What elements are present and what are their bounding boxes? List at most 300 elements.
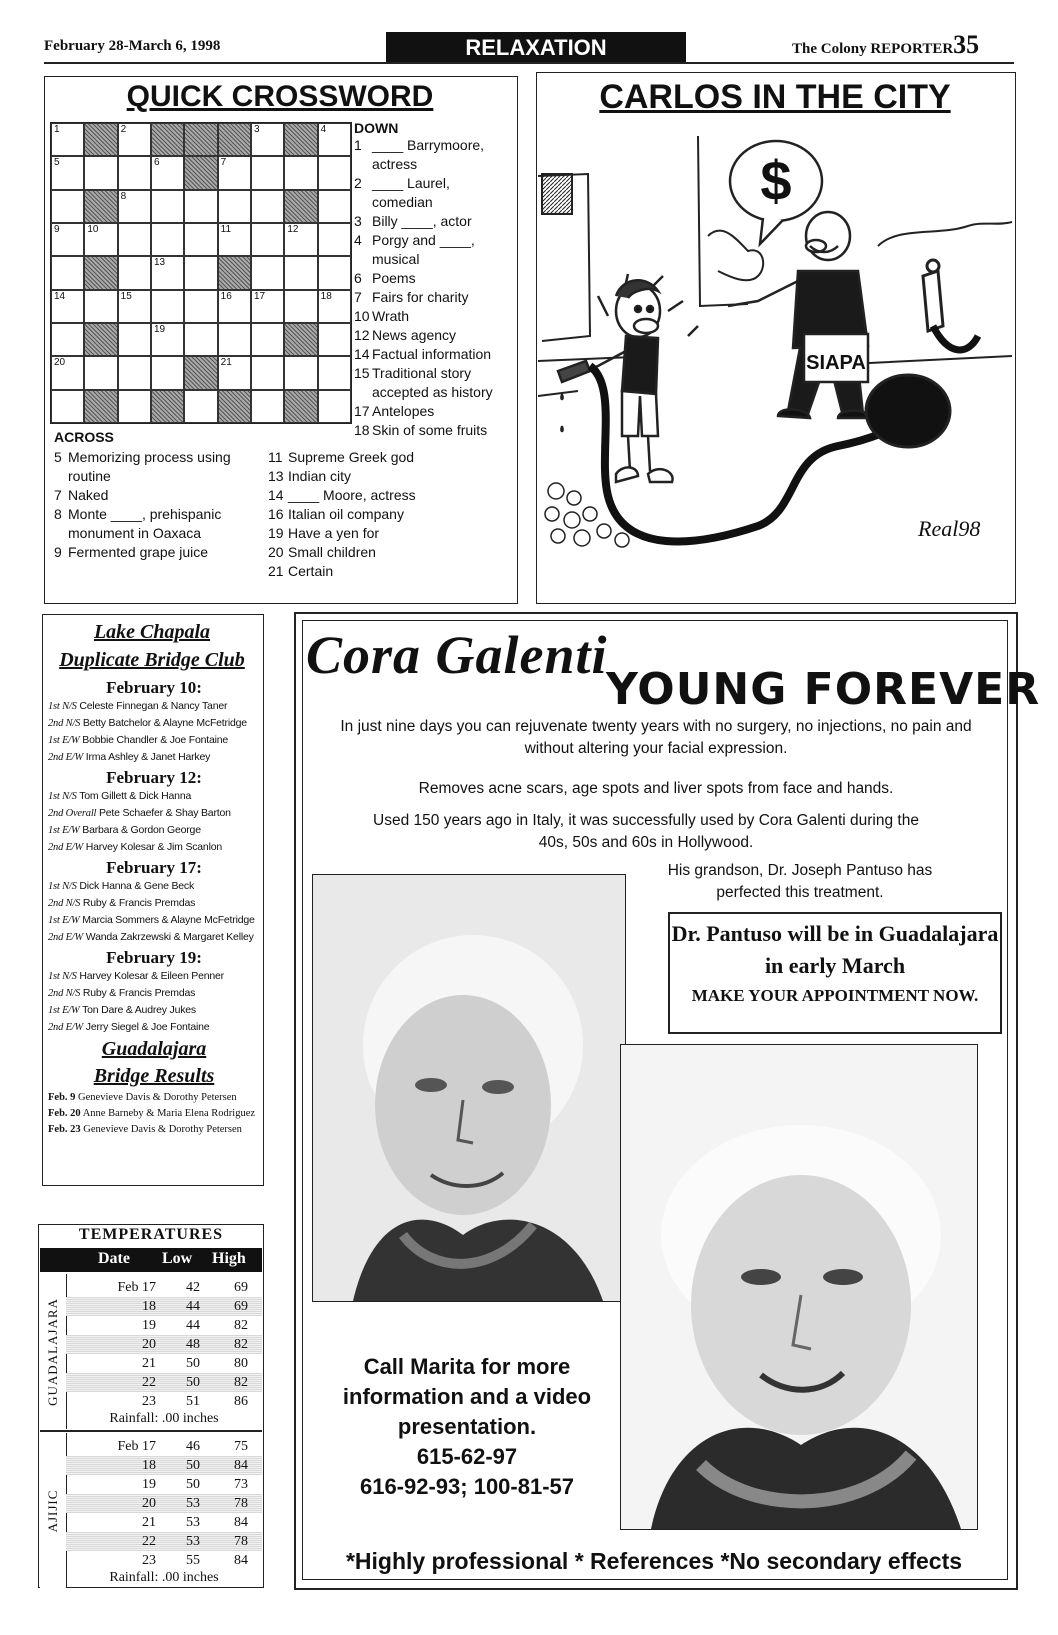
clue-text: Italian oil company <box>288 506 404 522</box>
down-clue <box>354 364 514 402</box>
grid-cell[interactable] <box>151 190 184 223</box>
result-position: 1st E/W <box>48 1005 80 1016</box>
grid-cell[interactable] <box>51 123 84 156</box>
result-line <box>48 929 260 946</box>
grid-cell[interactable] <box>118 223 151 256</box>
grid-cell[interactable] <box>118 156 151 189</box>
clue-number: 14 <box>268 487 284 503</box>
temp-high: 78 <box>234 1496 248 1511</box>
grid-cell-black <box>84 323 117 356</box>
result-position: 2nd N/S <box>48 898 81 909</box>
clue-number: 20 <box>268 544 284 560</box>
result-position: 1st E/W <box>48 825 80 836</box>
cartoon-title: CARLOS IN THE CITY <box>599 78 951 116</box>
temp-low: 53 <box>186 1534 200 1549</box>
grid-cell[interactable] <box>318 123 351 156</box>
cell-number: 20 <box>54 357 66 369</box>
rainfall: Rainfall: .00 inches <box>109 1411 219 1426</box>
temp-date: 21 <box>142 1356 156 1371</box>
result-names: Wanda Zakrzewski & Margaret Kelley <box>85 931 254 943</box>
temp-date: 19 <box>142 1318 156 1333</box>
grid-cell[interactable] <box>318 356 351 389</box>
ad-paragraph-1: In just nine days you can rejuvenate twenty years with no surgery, no injections, no pain and without altering your facial expression. <box>340 718 972 757</box>
ad-paragraph-2: Removes acne scars, age spots and liver spots from face and hands. <box>418 780 894 797</box>
clue-text: Small children <box>288 544 376 560</box>
cartoon-illustration <box>538 126 1012 598</box>
grid-cell[interactable] <box>318 390 351 423</box>
clue-text: Certain <box>288 563 334 579</box>
grid-cell[interactable] <box>184 390 217 423</box>
temp-date: 22 <box>142 1375 156 1390</box>
grid-cell[interactable] <box>118 323 151 356</box>
ad-phone-2: 616-92-93; 100-81-57 <box>359 1474 575 1499</box>
temp-high: 82 <box>234 1375 248 1390</box>
bridge-title-line2: Duplicate Bridge Club <box>59 649 245 671</box>
bridge-title <box>42 618 262 674</box>
clue-text: Indian city <box>288 468 352 484</box>
across-clue <box>268 562 498 581</box>
result-line <box>48 1002 260 1019</box>
result-position: 1st N/S <box>48 701 77 712</box>
across-clue <box>54 486 264 505</box>
clue-number: 13 <box>268 468 284 484</box>
clue-number: 7 <box>54 487 62 503</box>
result-names: Pete Schaefer & Shay Barton <box>98 807 231 819</box>
appointment-text: Dr. Pantuso will be in Guadalajara in early March <box>671 921 999 978</box>
grid-cell[interactable] <box>84 223 117 256</box>
header-low: Low <box>162 1250 193 1267</box>
temp-date: 21 <box>142 1515 156 1530</box>
clue-number: 7 <box>354 289 362 305</box>
grid-cell[interactable] <box>218 190 251 223</box>
gdl-result-date: Feb. 9 <box>48 1092 76 1103</box>
grid-cell[interactable] <box>151 223 184 256</box>
session-date: February 10: <box>106 678 202 697</box>
clue-text: Billy ____, actor <box>372 213 472 229</box>
grid-cell[interactable] <box>151 156 184 189</box>
result-names: Tom Gillett & Dick Hanna <box>79 790 192 802</box>
grid-cell-black <box>151 390 184 423</box>
grid-cell[interactable] <box>318 223 351 256</box>
grid-cell[interactable] <box>51 290 84 323</box>
appointment-box <box>668 912 1002 1034</box>
result-line <box>48 822 260 839</box>
grid-cell[interactable] <box>51 223 84 256</box>
cell-number: 4 <box>320 124 327 135</box>
temp-low: 50 <box>186 1375 200 1390</box>
gdl-result-date: Feb. 23 <box>48 1124 81 1135</box>
grid-cell[interactable] <box>118 390 151 423</box>
crossword-title: QUICK CROSSWORD <box>126 80 434 113</box>
ad-paragraph-3: Used 150 years ago in Italy, it was successfully used by Cora Galenti during the 40s, 50s and 60s in Hollywood. <box>373 812 919 851</box>
result-position: 2nd N/S <box>48 718 81 729</box>
down-clue <box>354 421 514 440</box>
grid-cell[interactable] <box>251 390 284 423</box>
grid-cell[interactable] <box>184 256 217 289</box>
grid-cell-black <box>84 123 117 156</box>
temp-date: 20 <box>142 1496 156 1511</box>
clue-text: Poems <box>372 270 416 286</box>
down-clue <box>354 326 514 345</box>
temperature-row <box>66 1532 262 1551</box>
clue-number: 16 <box>268 506 284 522</box>
clue-text: ____ Barrymoore, actress <box>372 137 485 172</box>
grid-cell[interactable] <box>251 223 284 256</box>
temperatures-header <box>40 1248 262 1272</box>
clue-number: 12 <box>354 327 370 343</box>
across-clue <box>54 543 264 562</box>
temp-low: 44 <box>186 1318 200 1333</box>
grid-cell-black <box>284 123 317 156</box>
temp-low: 46 <box>186 1439 200 1454</box>
temp-date: 22 <box>142 1534 156 1549</box>
grid-cell-black <box>184 156 217 189</box>
result-names: Harvey Kolesar & Eileen Penner <box>79 970 224 982</box>
temp-date: Feb 17 <box>117 1280 156 1295</box>
temp-low: 50 <box>186 1477 200 1492</box>
clue-text: Skin of some fruits <box>372 422 488 438</box>
across-clue <box>54 448 264 486</box>
temperature-row <box>66 1297 262 1316</box>
result-names: Dick Hanna & Gene Beck <box>79 880 195 892</box>
grid-cell[interactable] <box>84 290 117 323</box>
cell-number: 10 <box>87 223 99 235</box>
clue-text: Porgy and ____, musical <box>372 232 475 267</box>
header-high: High <box>212 1250 246 1267</box>
result-line <box>48 878 260 895</box>
grid-cell-black <box>84 190 117 223</box>
header-rule <box>44 62 1014 64</box>
grid-cell[interactable] <box>251 123 284 156</box>
temp-low: 53 <box>186 1496 200 1511</box>
result-position: 2nd E/W <box>48 1022 84 1033</box>
issue-date: February 28-March 6, 1998 <box>44 38 221 54</box>
temp-date: 18 <box>142 1458 156 1473</box>
clue-text: Fairs for charity <box>372 289 469 305</box>
result-position: 2nd E/W <box>48 932 84 943</box>
gdl-result-line <box>48 1106 260 1122</box>
clue-number: 9 <box>54 544 62 560</box>
clue-text: Memorizing process using routine <box>68 449 231 484</box>
cell-number: 16 <box>220 290 232 302</box>
grid-cell[interactable] <box>118 290 151 323</box>
temperature-row <box>66 1335 262 1354</box>
across-clue <box>54 505 264 543</box>
temp-low: 44 <box>186 1299 200 1314</box>
temp-low: 55 <box>186 1553 200 1568</box>
result-names: Bobbie Chandler & Joe Fontaine <box>82 734 229 746</box>
across-clues-left <box>54 448 264 562</box>
location-divider <box>40 1430 262 1432</box>
temp-high: 84 <box>234 1458 248 1473</box>
cell-number: 8 <box>120 190 127 202</box>
across-clue <box>268 448 498 467</box>
temp-low: 48 <box>186 1337 200 1352</box>
across-clues-right <box>268 448 498 581</box>
section-banner: RELAXATION <box>386 32 686 64</box>
down-clue <box>354 402 514 421</box>
result-line <box>48 715 260 732</box>
temp-date: 19 <box>142 1477 156 1492</box>
result-line <box>48 788 260 805</box>
temp-high: 82 <box>234 1318 248 1333</box>
grid-cell[interactable] <box>251 190 284 223</box>
clue-text: Have a yen for <box>288 525 380 541</box>
temp-high: 84 <box>234 1553 248 1568</box>
gdl-result-date: Feb. 20 <box>48 1108 81 1119</box>
across-clue <box>268 505 498 524</box>
cell-number: 5 <box>54 157 60 169</box>
gdl-title-line2: Bridge Results <box>93 1065 215 1087</box>
cell-number: 1 <box>54 124 60 135</box>
clue-text: Monte ____, prehispanic monument in Oaxaca <box>68 506 222 541</box>
across-clue <box>268 486 498 505</box>
temp-low: 50 <box>186 1458 200 1473</box>
temp-date: 20 <box>142 1337 156 1352</box>
clue-number: 11 <box>268 449 283 465</box>
cell-number: 21 <box>220 357 232 369</box>
result-names: Harvey Kolesar & Jim Scanlon <box>85 841 222 853</box>
clue-number: 15 <box>354 365 370 381</box>
temp-high: 78 <box>234 1534 248 1549</box>
result-position: 1st E/W <box>48 915 80 926</box>
clue-number: 18 <box>354 422 370 438</box>
grid-cell[interactable] <box>284 290 317 323</box>
cell-number: 19 <box>153 323 166 335</box>
grid-cell[interactable] <box>218 323 251 356</box>
temp-date: 18 <box>142 1299 156 1314</box>
gdl-result-line <box>48 1122 260 1138</box>
grid-cell[interactable] <box>84 156 117 189</box>
down-clue <box>354 288 514 307</box>
temp-high: 69 <box>234 1280 248 1295</box>
down-clue <box>354 212 514 231</box>
result-names: Jerry Siegel & Joe Fontaine <box>85 1021 210 1033</box>
grid-cell[interactable] <box>51 256 84 289</box>
gdl-result-names: Anne Barneby & Maria Elena Rodriguez <box>82 1108 256 1119</box>
clue-number: 8 <box>54 506 62 522</box>
down-heading: DOWN <box>354 120 399 136</box>
clue-number: 21 <box>268 563 284 579</box>
clue-text: Traditional story accepted as history <box>372 365 493 400</box>
session-date: February 17: <box>106 858 202 877</box>
grid-cell[interactable] <box>118 190 151 223</box>
temperature-row <box>66 1316 262 1335</box>
rainfall: Rainfall: .00 inches <box>109 1570 219 1585</box>
result-line <box>48 698 260 715</box>
result-position: 1st N/S <box>48 881 77 892</box>
ad-call-text: Call Marita for more information and a video presentation. <box>342 1354 592 1439</box>
result-line <box>48 839 260 856</box>
publication-name <box>792 30 979 60</box>
temperature-row <box>66 1475 262 1494</box>
ad-contact <box>312 1352 622 1502</box>
grid-cell[interactable] <box>284 156 317 189</box>
temp-high: 82 <box>234 1337 248 1352</box>
ad-paragraph-4: His grandson, Dr. Joseph Pantuso has perfected this treatment. <box>667 862 933 901</box>
header-date: Date <box>98 1250 130 1267</box>
result-position: 1st N/S <box>48 791 77 802</box>
result-line <box>48 968 260 985</box>
gdl-title-line1: Guadalajara <box>101 1038 207 1060</box>
clue-number: 1 <box>354 137 362 153</box>
across-clue <box>268 543 498 562</box>
clue-text: ____ Laurel, comedian <box>372 175 450 210</box>
result-position: 2nd N/S <box>48 988 81 999</box>
temp-low: 53 <box>186 1515 200 1530</box>
result-names: Betty Batchelor & Alayne McFetridge <box>82 717 247 729</box>
grid-cell-black <box>84 256 117 289</box>
temperature-row <box>66 1456 262 1475</box>
cell-number: 11 <box>220 223 232 235</box>
temperature-row <box>66 1392 262 1411</box>
result-line <box>48 912 260 929</box>
grid-cell-black <box>184 123 217 156</box>
grid-cell[interactable] <box>218 356 251 389</box>
clue-text: Antelopes <box>372 403 435 419</box>
grid-cell[interactable] <box>218 156 251 189</box>
result-line <box>48 985 260 1002</box>
clue-number: 14 <box>354 346 370 362</box>
grid-cell[interactable] <box>51 190 84 223</box>
grid-cell[interactable] <box>84 356 117 389</box>
temp-date: Feb 17 <box>117 1439 156 1454</box>
appointment-cta: MAKE YOUR APPOINTMENT NOW. <box>691 986 979 1005</box>
grid-cell[interactable] <box>251 156 284 189</box>
grid-cell[interactable] <box>51 390 84 423</box>
grid-cell[interactable] <box>318 323 351 356</box>
grid-cell-black <box>284 323 317 356</box>
grid-cell[interactable] <box>284 356 317 389</box>
clue-text: Factual information <box>372 346 492 362</box>
result-names: Ruby & Francis Premdas <box>82 987 196 999</box>
temperature-row <box>66 1437 262 1456</box>
grid-cell[interactable] <box>51 156 84 189</box>
down-clue <box>354 174 514 212</box>
down-clue <box>354 307 514 326</box>
temp-high: 69 <box>234 1299 248 1314</box>
speech-dollar: $ <box>760 149 792 212</box>
gdl-result-line <box>48 1090 260 1106</box>
grid-cell-black <box>284 190 317 223</box>
grid-cell[interactable] <box>318 290 351 323</box>
temperature-row <box>66 1494 262 1513</box>
cartoon-signature: Real98 <box>918 516 981 541</box>
clue-text: Naked <box>68 487 109 503</box>
bridge-title-line1: Lake Chapala <box>93 621 211 643</box>
grid-cell[interactable] <box>284 256 317 289</box>
page-number: 35 <box>953 30 980 59</box>
grid-cell[interactable] <box>184 323 217 356</box>
clue-number: 19 <box>268 525 284 541</box>
result-position: 2nd E/W <box>48 752 84 763</box>
result-line <box>48 749 260 766</box>
grid-cell[interactable] <box>251 256 284 289</box>
temp-high: 84 <box>234 1515 248 1530</box>
cell-number: 17 <box>253 290 266 302</box>
result-position: 1st N/S <box>48 971 77 982</box>
grid-cell[interactable] <box>184 290 217 323</box>
result-names: Irma Ashley & Janet Harkey <box>85 751 211 763</box>
grid-cell[interactable] <box>318 256 351 289</box>
temp-high: 73 <box>234 1477 248 1492</box>
clue-number: 3 <box>354 213 362 229</box>
grid-cell-black <box>284 390 317 423</box>
grid-cell[interactable] <box>118 356 151 389</box>
cell-number: 6 <box>153 157 160 169</box>
ad-headline: YOUNG FOREVER <box>606 664 1041 715</box>
grid-cell[interactable] <box>251 323 284 356</box>
grid-cell[interactable] <box>118 256 151 289</box>
result-line <box>48 805 260 822</box>
temp-low: 51 <box>186 1394 200 1409</box>
result-position: 2nd E/W <box>48 842 84 853</box>
clue-text: ____ Moore, actress <box>288 487 416 503</box>
temperature-row <box>66 1373 262 1392</box>
clue-number: 17 <box>354 403 370 419</box>
grid-cell[interactable] <box>184 223 217 256</box>
grid-cell-black <box>184 356 217 389</box>
location-label <box>40 1433 67 1588</box>
publication-title: The Colony REPORTER <box>792 41 954 57</box>
temp-low: 42 <box>186 1280 200 1295</box>
grid-cell[interactable] <box>151 290 184 323</box>
cell-number: 13 <box>153 257 166 269</box>
result-names: Ton Dare & Audrey Jukes <box>82 1004 196 1016</box>
clue-number: 10 <box>354 308 370 324</box>
temp-high: 86 <box>234 1394 248 1409</box>
location-name: AJIJIC <box>45 1489 60 1532</box>
temp-high: 75 <box>234 1439 248 1454</box>
cell-number: 7 <box>220 157 227 169</box>
bridge-results <box>48 676 260 1138</box>
grid-cell[interactable] <box>251 290 284 323</box>
grid-cell[interactable] <box>318 156 351 189</box>
location-label <box>40 1274 67 1429</box>
temperature-row <box>66 1551 262 1570</box>
cell-number: 9 <box>54 223 60 235</box>
grid-cell[interactable] <box>51 356 84 389</box>
session-date: February 12: <box>106 768 202 787</box>
grid-cell[interactable] <box>218 223 251 256</box>
grid-cell[interactable] <box>51 323 84 356</box>
grid-cell[interactable] <box>218 290 251 323</box>
temperatures-title: TEMPERATURES <box>78 1226 224 1243</box>
grid-cell[interactable] <box>151 256 184 289</box>
cell-number: 18 <box>320 290 332 302</box>
temperature-row <box>66 1354 262 1373</box>
cell-number: 14 <box>54 290 66 302</box>
portrait-photo-elderly <box>312 874 626 1302</box>
grid-cell[interactable] <box>118 123 151 156</box>
grid-cell[interactable] <box>318 190 351 223</box>
down-clue <box>354 269 514 288</box>
clue-text: Fermented grape juice <box>68 544 209 560</box>
down-clues <box>354 120 514 440</box>
grid-cell[interactable] <box>284 223 317 256</box>
result-names: Ruby & Francis Premdas <box>82 897 196 909</box>
grid-cell[interactable] <box>151 323 184 356</box>
briefcase-label: SIAPA <box>806 352 866 374</box>
across-clue <box>268 524 498 543</box>
grid-cell[interactable] <box>151 356 184 389</box>
grid-cell[interactable] <box>184 190 217 223</box>
down-clue <box>354 136 514 174</box>
across-heading: ACROSS <box>54 429 114 445</box>
grid-cell[interactable] <box>251 356 284 389</box>
down-clue <box>354 345 514 364</box>
clue-number: 4 <box>354 232 362 248</box>
